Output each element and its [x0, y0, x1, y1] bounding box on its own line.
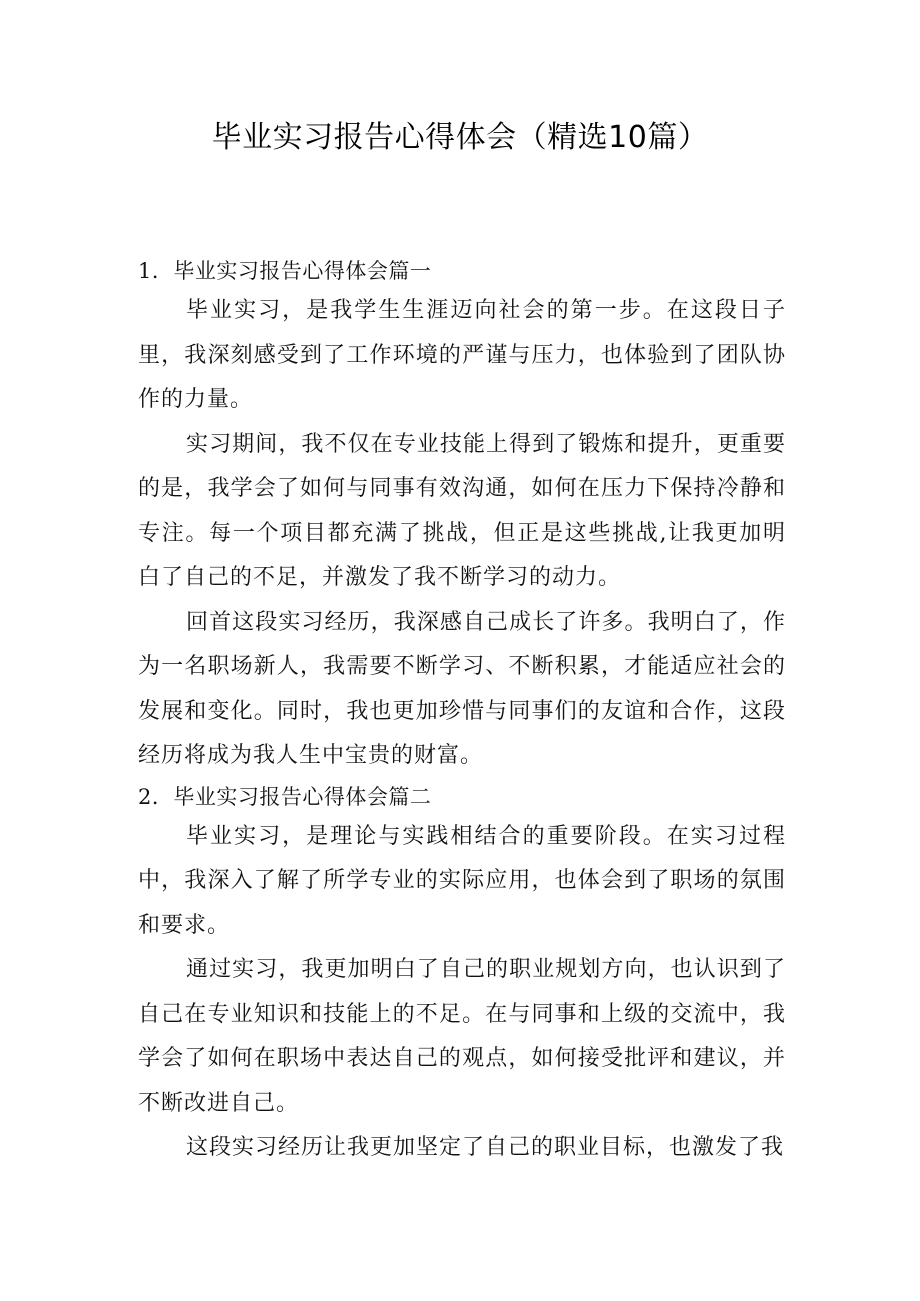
document-title: 毕业实习报告心得体会（精选10篇） — [211, 120, 709, 155]
section-1 — [138, 253, 786, 779]
paragraph: 毕业实习，是我学生生涯迈向社会的第一步。在这段日子里，我深刻感受到了工作环境的严谨与压力，也体验到了团队协作的力量。 — [138, 298, 786, 412]
section-heading: 1．毕业实习报告心得体会篇一 — [138, 259, 432, 283]
section-heading: 2．毕业实习报告心得体会篇二 — [138, 784, 432, 809]
paragraph: 这段实习经历让我更加坚定了自己的职业目标，也激发了我 — [186, 1135, 785, 1160]
paragraph: 毕业实习，是理论与实践相结合的重要阶段。在实习过程中，我深入了解了所学专业的实际应用，也体会到了职场的氛围和要求。 — [138, 823, 786, 938]
paragraph: 实习期间，我不仅在专业技能上得到了锻炼和提升，更重要的是，我学会了如何与同事有效沟通，如何在压力下保持冷静和专注。每一个项目都充满了挑战，但正是这些挑战,让我更加明白了自己的不足，并激发了我不断学习的动力。 — [138, 431, 786, 590]
section-2 — [138, 779, 786, 1171]
document-body — [138, 253, 786, 1171]
paragraph: 回首这段实习经历，我深感自己成长了许多。我明白了，作为一名职场新人，我需要不断学习、不断积累，才能适应社会的发展和变化。同时，我也更加珍惜与同事们的友谊和合作，这段经历将成为我人生中宝贵的财富。 — [138, 609, 786, 768]
paragraph: 通过实习，我更加明白了自己的职业规划方向，也认识到了自己在专业知识和技能上的不足。在与同事和上级的交流中，我学会了如何在职场中表达自己的观点，如何接受批评和建议，并不断改进自己。 — [138, 957, 786, 1116]
